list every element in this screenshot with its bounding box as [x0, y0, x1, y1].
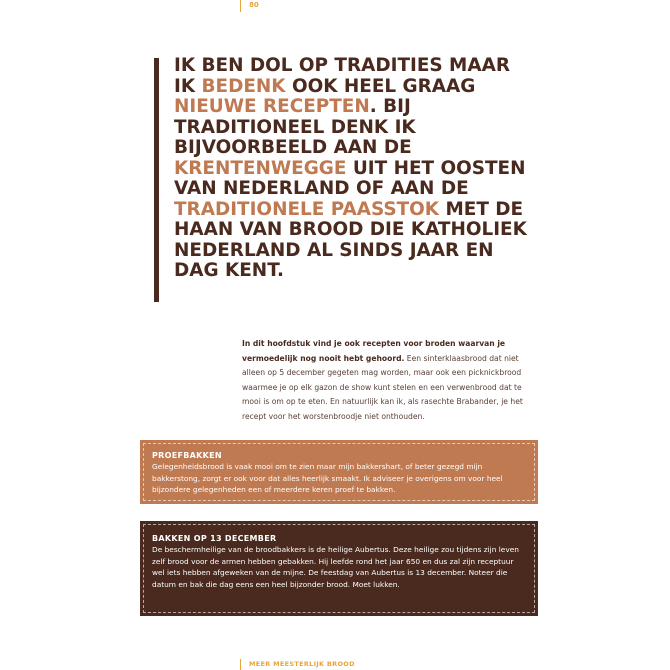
- intro-paragraph: [242, 337, 540, 424]
- bakken-13-december-box: [140, 521, 538, 616]
- quote-bar: [154, 58, 159, 302]
- proefbakken-text: Gelegenheidsbrood is vaak mooi om te zien maar mijn bakkershart, of beter gezegd mijn bakkerstong, zorgt er ook voor dat alles heerlijk smaakt. Ik adviseer je overigens om voor heel bijzondere gelegenheden een of meerdere keren proef te bakken.: [152, 462, 503, 495]
- quote-text-3: . BIJ TRADITIONEEL DENK IK BIJVOORBEELD AAN DE: [174, 96, 416, 158]
- quote-highlight-nieuwe-recepten: NIEUWE RECEPTEN: [174, 96, 370, 117]
- intro-lead: In dit hoofdstuk vind je ook recepten voor broden waarvan je vermoedelijk nog nooit hebt gehoord.: [242, 339, 506, 363]
- page-number: 80: [240, 0, 259, 12]
- quote-highlight-paasstok: TRADITIONELE PAASSTOK: [174, 198, 440, 220]
- bakken-13-december-text: De beschermheilige van de broodbakkers is de heilige Aubertus. Deze heilige zou tijdens zijn leven zelf brood voor de armen hebben gebakken. Hij leefde rond het jaar 650 en dus zal zijn receptuur wel iets hebben afgeweken van de mijne. De feestdag van Aubertus is 13 december. Noteer die datum en bak die dag eens een heel bijzonder brood. Moet lukken.: [152, 545, 519, 589]
- intro-body: Een sinterklaasbrood dat niet alleen op 5 december gegeten mag worden, maar ook een picknickbrood waarmee je op elk gazon de show kunt stelen en een verwenbrood dat te mooi is om op te eten. En natuurlijk kan ik, als rasechte Brabander, je het recept voor het worstenbroodje niet onthouden.: [242, 353, 523, 421]
- proefbakken-box: [140, 440, 538, 504]
- quote-text-5: MET DE HAAN VAN BROOD DIE KATHOLIEK NEDERLAND AL SINDS JAAR EN DAG KENT.: [174, 198, 527, 281]
- running-footer: MEER MEESTERLIJK BROOD: [240, 659, 355, 670]
- quote-highlight-krentenwegge: KRENTENWEGGE: [174, 157, 347, 179]
- quote-text-2: OOK HEEL GRAAG: [285, 75, 476, 97]
- quote-highlight-bedenk: BEDENK: [201, 75, 286, 97]
- quote-text-1: IK BEN DOL OP TRADITIES MAAR IK: [174, 55, 510, 97]
- proefbakken-title: PROEFBAKKEN: [152, 451, 222, 460]
- quote-text-4: UIT HET OOSTEN VAN NEDERLAND OF AAN DE: [174, 157, 526, 199]
- bakken-13-december-title: BAKKEN OP 13 DECEMBER: [152, 534, 277, 543]
- pull-quote: [174, 56, 534, 282]
